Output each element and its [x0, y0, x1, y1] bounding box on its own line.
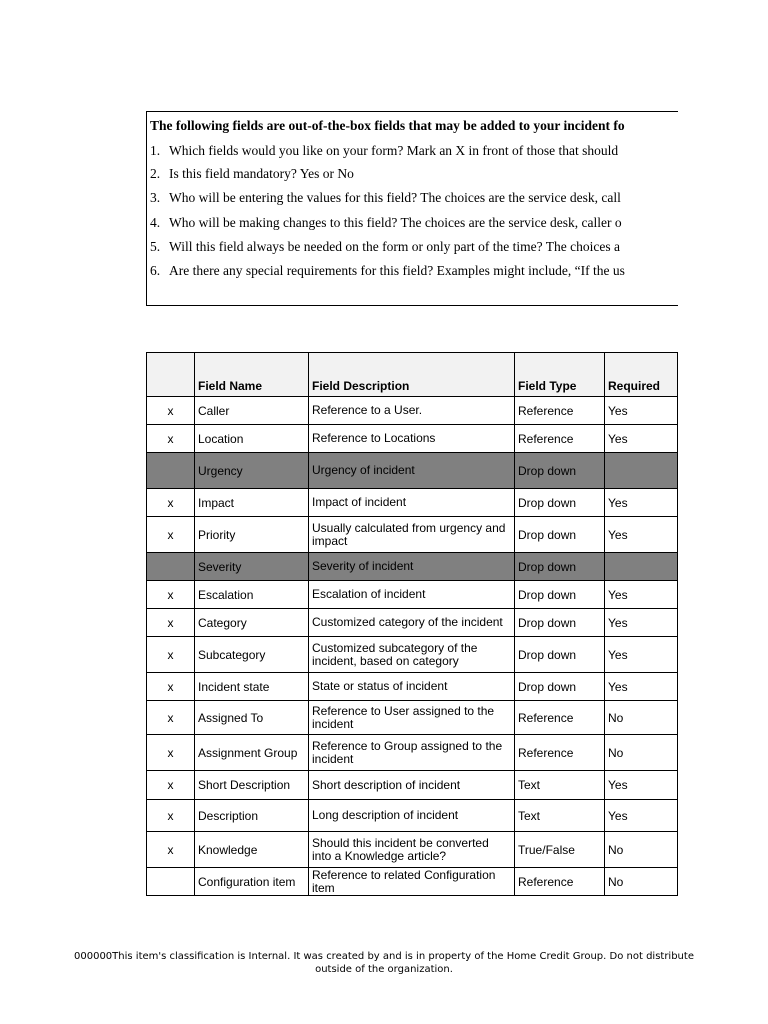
row-required: Yes — [605, 517, 678, 553]
row-mark: x — [147, 517, 195, 553]
row-mark — [147, 453, 195, 489]
table-row — [147, 832, 678, 868]
row-required: No — [605, 832, 678, 868]
question-1 — [150, 143, 618, 159]
row-field-name: Assigned To — [195, 701, 309, 735]
row-field-name: Assignment Group — [195, 735, 309, 771]
table-row — [147, 609, 678, 637]
row-required — [605, 453, 678, 489]
row-field-description: Short description of incident — [309, 771, 515, 800]
row-mark: x — [147, 832, 195, 868]
question-text: Who will be entering the values for this field? The choices are the service desk, call — [169, 190, 621, 205]
table-row — [147, 637, 678, 673]
row-field-description: Reference to a User. — [309, 397, 515, 425]
row-field-name: Configuration item — [195, 868, 309, 896]
row-mark — [147, 868, 195, 896]
row-field-type: Drop down — [515, 673, 605, 701]
row-field-type: Drop down — [515, 517, 605, 553]
question-4 — [150, 215, 622, 231]
row-field-name: Priority — [195, 517, 309, 553]
row-required: No — [605, 868, 678, 896]
table-row — [147, 735, 678, 771]
question-number: 2. — [150, 166, 161, 181]
question-text: Which fields would you like on your form? Mark an X in front of those that should — [169, 143, 619, 158]
table-row — [147, 489, 678, 517]
instructions-box — [146, 111, 678, 306]
classification-footer: 000000This item's classification is Internal. It was created by and is in property of the Home Credit Group. Do not distribute outside of the organization. — [74, 951, 694, 975]
question-number: 5. — [150, 239, 161, 254]
header-required: Required — [605, 353, 678, 397]
row-field-type: Drop down — [515, 581, 605, 609]
table-row — [147, 701, 678, 735]
table-row — [147, 800, 678, 832]
row-field-name: Description — [195, 800, 309, 832]
row-field-description: Severity of incident — [309, 553, 515, 581]
row-mark: x — [147, 771, 195, 800]
row-required: Yes — [605, 581, 678, 609]
row-field-name: Caller — [195, 397, 309, 425]
question-text: Are there any special requirements for this field? Examples might include, “If the us — [169, 263, 625, 278]
table-row — [147, 517, 678, 553]
row-field-description: Reference to Locations — [309, 425, 515, 453]
row-mark: x — [147, 489, 195, 517]
row-field-description: Reference to User assigned to the incident — [309, 701, 515, 735]
row-field-type: Reference — [515, 735, 605, 771]
table-row — [147, 553, 678, 581]
instructions-title: The following fields are out-of-the-box fields that may be added to your incident fo — [150, 118, 625, 133]
row-field-type: Reference — [515, 425, 605, 453]
row-field-description: State or status of incident — [309, 673, 515, 701]
row-mark — [147, 553, 195, 581]
table-row — [147, 397, 678, 425]
row-required: Yes — [605, 397, 678, 425]
row-field-type: Text — [515, 800, 605, 832]
question-number: 1. — [150, 143, 161, 158]
row-required: Yes — [605, 771, 678, 800]
row-field-name: Urgency — [195, 453, 309, 489]
row-field-name: Short Description — [195, 771, 309, 800]
row-required: Yes — [605, 673, 678, 701]
fields-table — [146, 352, 678, 896]
row-mark: x — [147, 800, 195, 832]
row-mark: x — [147, 397, 195, 425]
row-field-name: Location — [195, 425, 309, 453]
row-required: No — [605, 701, 678, 735]
row-field-description: Urgency of incident — [309, 453, 515, 489]
table-row — [147, 673, 678, 701]
row-field-description: Customized category of the incident — [309, 609, 515, 637]
header-field-type: Field Type — [515, 353, 605, 397]
question-number: 3. — [150, 190, 161, 205]
table-row — [147, 771, 678, 800]
question-number: 4. — [150, 215, 161, 230]
row-mark: x — [147, 735, 195, 771]
question-number: 6. — [150, 263, 161, 278]
question-2 — [150, 166, 354, 182]
row-field-type: Reference — [515, 397, 605, 425]
header-field-description: Field Description — [309, 353, 515, 397]
row-required: Yes — [605, 489, 678, 517]
row-field-description: Escalation of incident — [309, 581, 515, 609]
table-row — [147, 425, 678, 453]
header-field-name: Field Name — [195, 353, 309, 397]
row-field-type: Text — [515, 771, 605, 800]
row-field-type: True/False — [515, 832, 605, 868]
row-mark: x — [147, 637, 195, 673]
row-field-name: Subcategory — [195, 637, 309, 673]
row-required: Yes — [605, 800, 678, 832]
question-3 — [150, 190, 621, 206]
row-mark: x — [147, 673, 195, 701]
row-field-name: Knowledge — [195, 832, 309, 868]
row-mark: x — [147, 701, 195, 735]
table-row — [147, 868, 678, 896]
row-field-name: Incident state — [195, 673, 309, 701]
row-required — [605, 553, 678, 581]
row-field-description: Customized subcategory of the incident, based on category — [309, 637, 515, 673]
row-field-description: Usually calculated from urgency and impact — [309, 517, 515, 553]
row-mark: x — [147, 581, 195, 609]
row-required: Yes — [605, 609, 678, 637]
row-field-description: Impact of incident — [309, 489, 515, 517]
table-row — [147, 453, 678, 489]
row-mark: x — [147, 425, 195, 453]
row-field-description: Reference to related Configuration item — [309, 868, 515, 896]
row-field-type: Drop down — [515, 609, 605, 637]
row-field-type: Drop down — [515, 489, 605, 517]
header-mark — [147, 353, 195, 397]
row-field-type: Drop down — [515, 453, 605, 489]
row-field-name: Category — [195, 609, 309, 637]
row-field-description: Long description of incident — [309, 800, 515, 832]
row-required: Yes — [605, 637, 678, 673]
table-row — [147, 581, 678, 609]
row-required: No — [605, 735, 678, 771]
question-text: Is this field mandatory? Yes or No — [169, 166, 354, 181]
question-text: Who will be making changes to this field? The choices are the service desk, caller o — [169, 215, 622, 230]
row-field-name: Severity — [195, 553, 309, 581]
question-5 — [150, 239, 620, 255]
row-field-name: Escalation — [195, 581, 309, 609]
row-mark: x — [147, 609, 195, 637]
row-field-name: Impact — [195, 489, 309, 517]
row-required: Yes — [605, 425, 678, 453]
row-field-description: Reference to Group assigned to the incident — [309, 735, 515, 771]
row-field-type: Reference — [515, 701, 605, 735]
question-6 — [150, 263, 625, 279]
row-field-type: Drop down — [515, 637, 605, 673]
question-text: Will this field always be needed on the form or only part of the time? The choices a — [169, 239, 620, 254]
row-field-type: Drop down — [515, 553, 605, 581]
table-header-row — [147, 353, 678, 397]
row-field-type: Reference — [515, 868, 605, 896]
row-field-description: Should this incident be converted into a Knowledge article? — [309, 832, 515, 868]
